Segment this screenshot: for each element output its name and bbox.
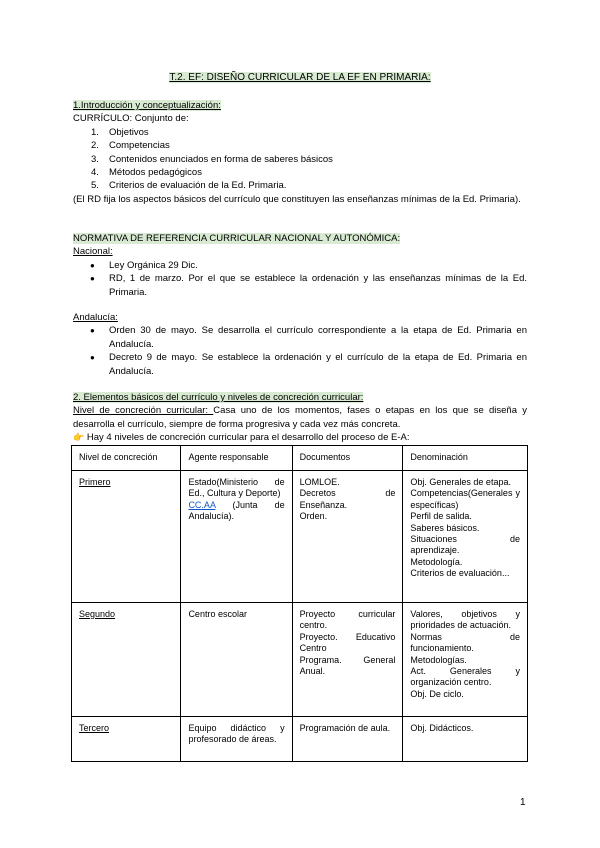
list-item: ● RD, 1 de marzo. Por el que se establece la ordenación y las enseñanzas mínimas de la Ed. Primaria.	[90, 273, 527, 298]
table-cell: Equipo didáctico y profesorado de áreas.	[181, 717, 292, 762]
section1-heading: 1.Introducción y conceptualización:	[73, 100, 221, 111]
section-elementos	[73, 391, 527, 445]
normativa-heading: NORMATIVA DE REFERENCIA CURRICULAR NACIONAL Y AUTONÓMICA:	[73, 233, 401, 244]
table-cell: Obj. Didácticos.	[403, 717, 528, 762]
table-header: Denominación	[403, 446, 528, 471]
list-item: 2. Competencias	[91, 140, 170, 152]
table-cell: Tercero	[72, 717, 181, 762]
list-item: 3. Contenidos enunciados en forma de saberes básicos	[91, 153, 333, 165]
table-row	[72, 717, 528, 762]
section2-heading: 2. Elementos básicos del currículo y niveles de concreción curricular:	[73, 392, 364, 403]
table-cell: Valores, objetivos y prioridades de actuación. Normas de funcionamiento. Metodologías. Act. Generales y organización centro. Obj. De ciclo.	[403, 603, 528, 717]
list-item: ● Ley Orgánica 29 Dic.	[90, 259, 198, 271]
table-cell: Proyecto curricular centro. Proyecto. Educativo Centro Programa. General Anual.	[292, 603, 403, 717]
ccaa-link[interactable]: CC.AA	[188, 499, 216, 510]
table-cell: Segundo	[72, 603, 181, 717]
list-item: 1. Objetivos	[91, 126, 149, 138]
pointing-hand-icon: 👉	[73, 432, 85, 443]
table-cell: Programación de aula.	[292, 717, 403, 762]
table-cell: Centro escolar	[181, 603, 292, 717]
table-row	[72, 471, 528, 603]
niveles-table	[71, 445, 528, 762]
table-header-row	[72, 446, 528, 471]
list-item: 5. Criterios de evaluación de la Ed. Primaria.	[91, 180, 287, 192]
nacional-list	[73, 259, 527, 299]
table-header: Documentos	[292, 446, 403, 471]
section-normativa	[73, 232, 527, 299]
rd-note: (El RD fija los aspectos básicos del currículo que constituyen las enseñanzas mínimas de la Ed. Primaria).	[73, 193, 521, 205]
niveles-intro: 👉 Hay 4 niveles de concreción curricular para el desarrollo del proceso de E-A:	[73, 432, 410, 444]
curriculo-intro: CURRÍCULO: Conjunto de:	[73, 113, 189, 125]
table-header: Agente responsable	[181, 446, 292, 471]
nacional-label: Nacional:	[73, 246, 113, 258]
andalucia-list	[73, 324, 527, 378]
nivel-definition: Nivel de concreción curricular: Casa uno de los momentos, fases o etapas en los que se diseña y desarrolla el currículo, siempre de forma progresiva y cada vez más concreta.	[73, 405, 527, 430]
table-cell: Obj. Generales de etapa. Competencias(Generales y específicas) Perfil de salida. Saberes básicos. Situaciones de aprendizaje. Metodología. Criterios de evaluación...	[403, 471, 528, 603]
table-cell: Estado(Ministerio de Ed., Cultura y Deporte) CC.AA (Junta de Andalucía).	[181, 471, 292, 603]
section-introduccion	[73, 99, 527, 206]
table-cell: LOMLOE. Decretos de Enseñanza. Orden.	[292, 471, 403, 603]
page-number: 1	[520, 797, 526, 808]
list-item: ● Orden 30 de mayo. Se desarrolla el currículo correspondiente a la etapa de Ed. Primaria en Andalucía.	[90, 325, 527, 350]
section-andalucia	[73, 311, 527, 378]
page-title: T.2. EF: DISEÑO CURRICULAR DE LA EF EN PRIMARIA:	[169, 72, 431, 83]
list-item: 4. Métodos pedagógicos	[91, 167, 202, 179]
andalucia-label: Andalucía:	[73, 312, 118, 323]
curriculo-list	[73, 126, 527, 193]
table-cell: Primero	[72, 471, 181, 603]
table-row	[72, 603, 528, 717]
list-item: ● Decreto 9 de mayo. Se establece la ordenación y el currículo de la etapa de Ed. Primaria en Andalucía.	[90, 352, 527, 377]
table-header: Nivel de concreción	[72, 446, 181, 471]
